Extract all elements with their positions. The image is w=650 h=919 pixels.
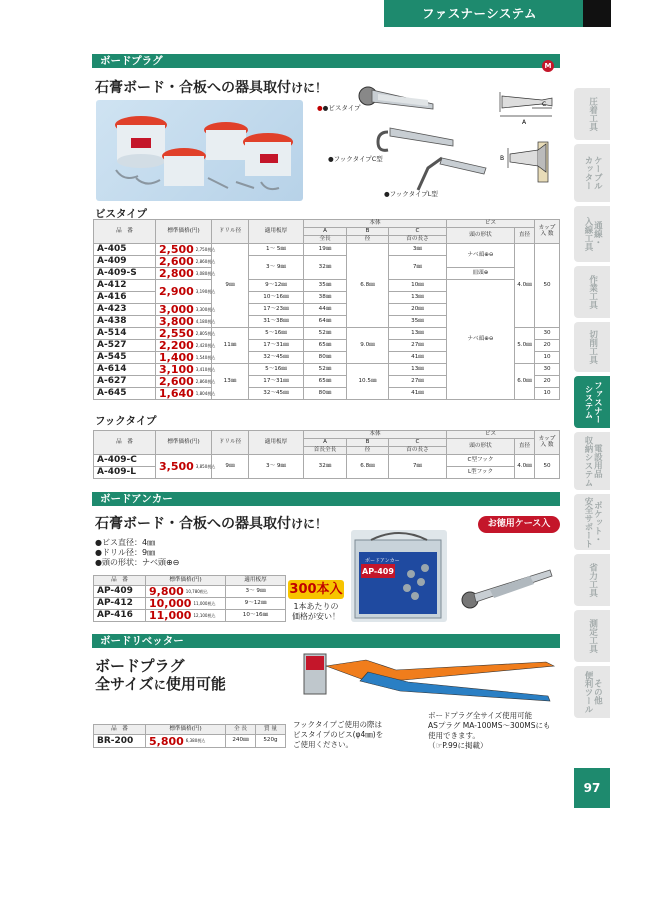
cell-board: 5〜16㎜ bbox=[249, 364, 304, 376]
cell-board: 3〜 9㎜ bbox=[249, 256, 304, 280]
case-illustration bbox=[351, 530, 447, 622]
title-main: 石膏ボード・合板への器具取付 bbox=[95, 516, 291, 532]
title-small: けに！ bbox=[291, 81, 328, 95]
th-cap: カップ入 数 bbox=[535, 431, 560, 455]
caption-text: ●フックタイプC型 bbox=[328, 155, 383, 163]
cell-c: 13㎜ bbox=[389, 292, 447, 304]
th-price: 標準価格(円) bbox=[146, 576, 226, 586]
cell-price bbox=[156, 243, 216, 256]
section-bar-board-plug bbox=[92, 54, 560, 68]
price-tax: 2,750税込 bbox=[195, 246, 216, 252]
price-value: 3,000 bbox=[159, 303, 194, 316]
cell-code: A-409-L bbox=[94, 467, 156, 479]
cell-b: 10.5㎜ bbox=[347, 364, 389, 400]
th-c: C bbox=[389, 228, 447, 236]
cell-cap: 30 bbox=[535, 364, 560, 376]
cell-a: 65㎜ bbox=[304, 340, 347, 352]
cell-price bbox=[156, 363, 216, 376]
cell-code: A-423 bbox=[94, 304, 156, 316]
cell-dia: 5.0㎜ bbox=[515, 328, 535, 364]
cell-c: 27㎜ bbox=[389, 376, 447, 388]
price-value: 2,600 bbox=[159, 375, 194, 388]
th-screw: ビス bbox=[447, 431, 535, 439]
section-bar-label: ボードアンカー bbox=[100, 493, 173, 505]
cell-c: 35㎜ bbox=[389, 316, 447, 328]
riveter-note-compat: ボードプラグ全サイズ使用可能 ASプラグ MA-100MS〜300MSにも 使用できます。 （☞P.99に掲載） bbox=[428, 711, 551, 750]
price-value: 3,100 bbox=[159, 363, 194, 376]
cell-price bbox=[156, 455, 216, 479]
price-tax: 10,780税込 bbox=[185, 588, 208, 594]
cell-c: 7㎜ bbox=[389, 455, 447, 479]
cell-cap: 30 bbox=[535, 328, 560, 340]
brand-text: MARVEL bbox=[458, 658, 479, 664]
cell-price bbox=[156, 303, 216, 316]
cell-c: 13㎜ bbox=[389, 364, 447, 376]
screw-type-plug-icon bbox=[359, 87, 433, 109]
cell-price bbox=[156, 315, 216, 328]
th-board: 適用板厚 bbox=[249, 431, 304, 455]
cell-shape: C型フック bbox=[447, 455, 515, 467]
price-tax: 3,410税込 bbox=[195, 366, 216, 372]
th-b: B bbox=[347, 439, 389, 447]
cell-a: 38㎜ bbox=[304, 292, 347, 304]
dim-label-a: A bbox=[522, 119, 527, 126]
th-drill: ドリル径 bbox=[212, 220, 249, 244]
th-dia: 直径 bbox=[515, 439, 535, 455]
th-price: 標準価格(円) bbox=[146, 725, 226, 735]
cell-code: BR-200 bbox=[94, 735, 146, 748]
cell-price bbox=[156, 351, 216, 364]
cell-c: 13㎜ bbox=[389, 328, 447, 340]
cell-length: 240㎜ bbox=[226, 735, 256, 748]
th-code: 品 番 bbox=[94, 220, 156, 244]
tab-wire-tools[interactable]: 通線・ 入線工具 bbox=[574, 206, 610, 262]
price-value: 9,800 bbox=[149, 585, 184, 598]
title-small: けに！ bbox=[291, 517, 328, 531]
price-value: 2,500 bbox=[159, 243, 194, 256]
table-row bbox=[94, 598, 286, 610]
hook-type-table bbox=[93, 430, 560, 479]
anchor-table bbox=[93, 575, 286, 622]
plug-cups-illustration bbox=[96, 100, 303, 201]
cell-shape: ナベ頭⊕⊖ bbox=[447, 280, 515, 400]
dim-label-b: B bbox=[500, 155, 505, 162]
cell-board: 3〜 9㎜ bbox=[226, 586, 286, 598]
tab-measuring-tools[interactable]: 測定工具 bbox=[574, 610, 610, 662]
th-b2: 径 bbox=[347, 447, 389, 455]
th-code: 品 番 bbox=[94, 576, 146, 586]
cell-board: 31〜38㎜ bbox=[249, 316, 304, 328]
th-a: A bbox=[304, 228, 347, 236]
tab-storage-system[interactable]: 電設用品 収納システム bbox=[574, 432, 610, 490]
cell-code: A-627 bbox=[94, 376, 156, 388]
tab-labor-saving[interactable]: 省力工具 bbox=[574, 554, 610, 606]
price-tax: 2,420税込 bbox=[195, 342, 216, 348]
price-tax: 2,860税込 bbox=[195, 378, 216, 384]
header-bar bbox=[384, 0, 583, 27]
screw-type-table bbox=[93, 219, 560, 400]
cell-shape: L型フック bbox=[447, 467, 515, 479]
price-value: 3,800 bbox=[159, 315, 194, 328]
th-shape: 頭の形状 bbox=[447, 439, 515, 455]
cell-b: 6.8㎜ bbox=[347, 244, 389, 328]
price-tax: 6,380税込 bbox=[185, 738, 206, 744]
cell-board: 32〜45㎜ bbox=[249, 352, 304, 364]
cell-cap: 10 bbox=[535, 388, 560, 400]
price-value: 2,600 bbox=[159, 255, 194, 268]
cell-a: 80㎜ bbox=[304, 388, 347, 400]
cell-price bbox=[156, 267, 216, 280]
th-a: A bbox=[304, 439, 347, 447]
th-board: 適用板厚 bbox=[249, 220, 304, 244]
table-row bbox=[94, 244, 560, 256]
cell-drill: 11㎜ bbox=[212, 328, 249, 364]
count-note: 1本あたりの 価格が安い！ bbox=[292, 602, 340, 621]
cell-code: AP-416 bbox=[94, 610, 146, 622]
case-label: AP-409 bbox=[362, 567, 394, 576]
cup-3-icon bbox=[243, 133, 293, 176]
case-title: ボードアンカー bbox=[365, 558, 400, 564]
price-value: 1,640 bbox=[159, 387, 194, 400]
cell-c: 27㎜ bbox=[389, 340, 447, 352]
cell-board: 10〜16㎜ bbox=[249, 292, 304, 304]
th-b2: 径 bbox=[347, 236, 389, 244]
th-a2: 全長 bbox=[304, 236, 347, 244]
price-tax: 3,080税込 bbox=[195, 270, 216, 276]
price-tax: 1,804税込 bbox=[195, 390, 216, 396]
cell-price bbox=[156, 255, 216, 268]
tab-fastener-system[interactable]: ファスナー システム bbox=[574, 376, 610, 428]
price-tax: 11,000税込 bbox=[193, 600, 216, 606]
cell-c: 10㎜ bbox=[389, 280, 447, 292]
tab-work-tools[interactable]: 作業工具 bbox=[574, 266, 610, 318]
price-tax: 3,190税込 bbox=[195, 288, 216, 294]
riveter-title-line1: ボードプラグ bbox=[95, 657, 185, 675]
riveter-note-hook: フックタイプご使用の際は ビスタイプのビス(φ4㎜)を ご使用ください。 bbox=[293, 720, 384, 749]
caption-text: ●ビスタイプ bbox=[322, 104, 361, 112]
th-b: B bbox=[347, 228, 389, 236]
cell-price bbox=[146, 586, 226, 598]
dimension-diagram bbox=[494, 82, 560, 192]
table-row bbox=[94, 610, 286, 622]
price-tax: 4,180税込 bbox=[195, 318, 216, 324]
riveter-illustration bbox=[298, 636, 563, 702]
value-case-badge: お徳用ケース入 bbox=[478, 516, 560, 533]
cell-code: A-645 bbox=[94, 388, 156, 400]
hook-l-plug-icon bbox=[418, 158, 486, 190]
price-value: 10,000 bbox=[149, 597, 192, 610]
cell-code: A-412 bbox=[94, 280, 156, 292]
cell-price bbox=[156, 375, 216, 388]
cup-1-icon bbox=[115, 116, 167, 168]
cell-b: 9.0㎜ bbox=[347, 328, 389, 364]
cell-board: 9〜12㎜ bbox=[226, 598, 286, 610]
cell-cap: 10 bbox=[535, 352, 560, 364]
cell-a: 44㎜ bbox=[304, 304, 347, 316]
spec-bullet: ●ビス直径：4㎜ bbox=[95, 538, 156, 547]
cell-code: A-416 bbox=[94, 292, 156, 304]
cell-shape: 皿頭⊕ bbox=[447, 268, 515, 280]
th-cap: カップ入 数 bbox=[535, 220, 560, 244]
table-row bbox=[94, 735, 286, 748]
cell-board: 3〜 9㎜ bbox=[249, 455, 304, 479]
title-part: 全サイズ bbox=[95, 675, 154, 693]
price-value: 11,000 bbox=[149, 609, 192, 622]
product-photo-plugs bbox=[96, 100, 303, 201]
cup-4-icon bbox=[162, 148, 206, 186]
cell-weight: 520g bbox=[256, 735, 286, 748]
price-value: 2,900 bbox=[159, 285, 194, 298]
count-badge: 300本入 bbox=[289, 582, 343, 597]
title-part: 使用可能 bbox=[165, 675, 226, 693]
section1-title bbox=[95, 77, 327, 97]
th-board: 適用板厚 bbox=[226, 576, 286, 586]
th-weight: 質 量 bbox=[256, 725, 286, 735]
cell-price bbox=[156, 339, 216, 352]
cell-shape: ナベ頭⊕⊖ bbox=[447, 244, 515, 268]
section-bar-label: ボードプラグ bbox=[100, 55, 163, 67]
cell-cap: 50 bbox=[535, 455, 560, 479]
cell-code: A-527 bbox=[94, 340, 156, 352]
th-price: 標準価格(円) bbox=[156, 431, 212, 455]
dim-label-c: C bbox=[542, 101, 547, 108]
cell-c: 41㎜ bbox=[389, 352, 447, 364]
price-value: 2,800 bbox=[159, 267, 194, 280]
tab-pocket-safety[interactable]: ポケット・ 安全サポート bbox=[574, 494, 610, 550]
th-c2: 首の長さ bbox=[389, 236, 447, 244]
tab-cable-cutter[interactable]: ケーブル カッター bbox=[574, 144, 610, 202]
th-c2: 首の長さ bbox=[389, 447, 447, 455]
hook-c-plug-icon bbox=[378, 128, 453, 150]
brand-logo-icon: M bbox=[542, 60, 554, 72]
page-number: 97 bbox=[574, 768, 610, 808]
header-black-block bbox=[583, 0, 611, 27]
price-value: 1,400 bbox=[159, 351, 194, 364]
cell-price bbox=[156, 280, 216, 304]
cell-board: 17〜31㎜ bbox=[249, 340, 304, 352]
cell-dia: 6.0㎜ bbox=[515, 364, 535, 400]
hook-type-heading: フックタイプ bbox=[95, 415, 157, 427]
cell-drill: 9㎜ bbox=[212, 455, 249, 479]
cell-code: A-614 bbox=[94, 364, 156, 376]
th-code: 品 番 bbox=[94, 431, 156, 455]
price-value: 2,200 bbox=[159, 339, 194, 352]
cell-code: AP-409 bbox=[94, 586, 146, 598]
th-body: 本体 bbox=[304, 431, 447, 439]
plug-types-illustration bbox=[318, 82, 490, 200]
cell-drill: 9㎜ bbox=[212, 244, 249, 328]
price-value: 5,800 bbox=[149, 734, 184, 748]
cell-code: A-514 bbox=[94, 328, 156, 340]
cell-cap: 50 bbox=[535, 244, 560, 328]
price-tax: 2,860税込 bbox=[195, 258, 216, 264]
th-a2: 首長全長 bbox=[304, 447, 347, 455]
th-dia: 直径 bbox=[515, 228, 535, 244]
price-tax: 3,850税込 bbox=[195, 463, 216, 469]
cell-price bbox=[156, 327, 216, 340]
th-shape: 頭の形状 bbox=[447, 228, 515, 244]
cell-b: 6.8㎜ bbox=[347, 455, 389, 479]
cell-dia: 4.0㎜ bbox=[515, 244, 535, 328]
cell-code: A-409-C bbox=[94, 455, 156, 467]
cell-board: 17〜31㎜ bbox=[249, 376, 304, 388]
cell-code: A-405 bbox=[94, 244, 156, 256]
cell-code: AP-412 bbox=[94, 598, 146, 610]
spec-bullet: ●ドリル径：9㎜ bbox=[95, 548, 156, 557]
riveter-title-line2 bbox=[95, 673, 226, 694]
caption-hook-c bbox=[328, 154, 383, 163]
cell-price bbox=[146, 598, 226, 610]
price-value: 2,550 bbox=[159, 327, 194, 340]
cell-price bbox=[156, 387, 216, 400]
th-code: 品 番 bbox=[94, 725, 146, 735]
title-part: に bbox=[153, 678, 166, 692]
cell-board: 1〜 5㎜ bbox=[249, 244, 304, 256]
cell-a: 32㎜ bbox=[304, 256, 347, 280]
cell-code: A-438 bbox=[94, 316, 156, 328]
cell-board: 5〜16㎜ bbox=[249, 328, 304, 340]
cell-dia: 4.0㎜ bbox=[515, 455, 535, 479]
cell-a: 52㎜ bbox=[304, 364, 347, 376]
screw-type-heading: ビスタイプ bbox=[95, 208, 147, 220]
cell-cap: 20 bbox=[535, 340, 560, 352]
cell-price bbox=[146, 610, 226, 622]
riveter-table bbox=[93, 724, 286, 748]
th-price: 標準価格(円) bbox=[156, 220, 212, 244]
board-anchor-illustration bbox=[460, 560, 560, 610]
tab-crimp-tools[interactable]: 圧着工具 bbox=[574, 88, 610, 140]
cell-c: 41㎜ bbox=[389, 388, 447, 400]
cell-a: 19㎜ bbox=[304, 244, 347, 256]
section-bar-label: ボードリベッター bbox=[100, 635, 184, 647]
table-row bbox=[94, 586, 286, 598]
cell-a: 32㎜ bbox=[304, 455, 347, 479]
spec-bullet: ●頭の形状：ナベ頭⊕⊖ bbox=[95, 558, 180, 567]
section2-title bbox=[95, 513, 327, 533]
th-body: 本体 bbox=[304, 220, 447, 228]
cell-a: 80㎜ bbox=[304, 352, 347, 364]
cell-board: 9〜12㎜ bbox=[249, 280, 304, 292]
cell-c: 3㎜ bbox=[389, 244, 447, 256]
table-row bbox=[94, 280, 560, 292]
caption-text: ●フックタイプL型 bbox=[384, 190, 438, 198]
price-tax: 1,540税込 bbox=[195, 354, 216, 360]
tab-cutting-tools[interactable]: 切削工具 bbox=[574, 322, 610, 372]
cell-board: 32〜45㎜ bbox=[249, 388, 304, 400]
price-tax: 2,805税込 bbox=[195, 330, 216, 336]
cell-a: 64㎜ bbox=[304, 316, 347, 328]
header-title: ファスナーシステム bbox=[422, 6, 538, 21]
cell-price bbox=[146, 735, 226, 748]
price-tax: 3,300税込 bbox=[195, 306, 216, 312]
cell-board: 17〜23㎜ bbox=[249, 304, 304, 316]
tab-other-tools[interactable]: その他 便利ツール bbox=[574, 666, 610, 718]
price-tax: 12,100税込 bbox=[193, 612, 216, 618]
caption-hook-l bbox=[384, 189, 438, 198]
cell-drill: 13㎜ bbox=[212, 364, 249, 400]
cell-a: 65㎜ bbox=[304, 376, 347, 388]
cell-board: 10〜16㎜ bbox=[226, 610, 286, 622]
cell-code: A-409-S bbox=[94, 268, 156, 280]
cell-a: 35㎜ bbox=[304, 280, 347, 292]
th-length: 全 長 bbox=[226, 725, 256, 735]
th-drill: ドリル径 bbox=[212, 431, 249, 455]
cell-cap: 20 bbox=[535, 376, 560, 388]
title-main: 石膏ボード・合板への器具取付 bbox=[95, 80, 291, 96]
cell-a: 52㎜ bbox=[304, 328, 347, 340]
cell-code: A-545 bbox=[94, 352, 156, 364]
caption-screw-type: ●●ビスタイプ bbox=[317, 104, 361, 112]
cup-2-icon bbox=[204, 122, 248, 160]
cell-code: A-409 bbox=[94, 256, 156, 268]
table-row bbox=[94, 455, 560, 467]
anchor-case-photo bbox=[351, 530, 447, 622]
price-value: 3,500 bbox=[159, 460, 194, 473]
th-screw: ビス bbox=[447, 220, 535, 228]
th-c: C bbox=[389, 439, 447, 447]
section-bar-board-anchor bbox=[92, 492, 560, 506]
cell-c: 20㎜ bbox=[389, 304, 447, 316]
cell-c: 7㎜ bbox=[389, 256, 447, 280]
